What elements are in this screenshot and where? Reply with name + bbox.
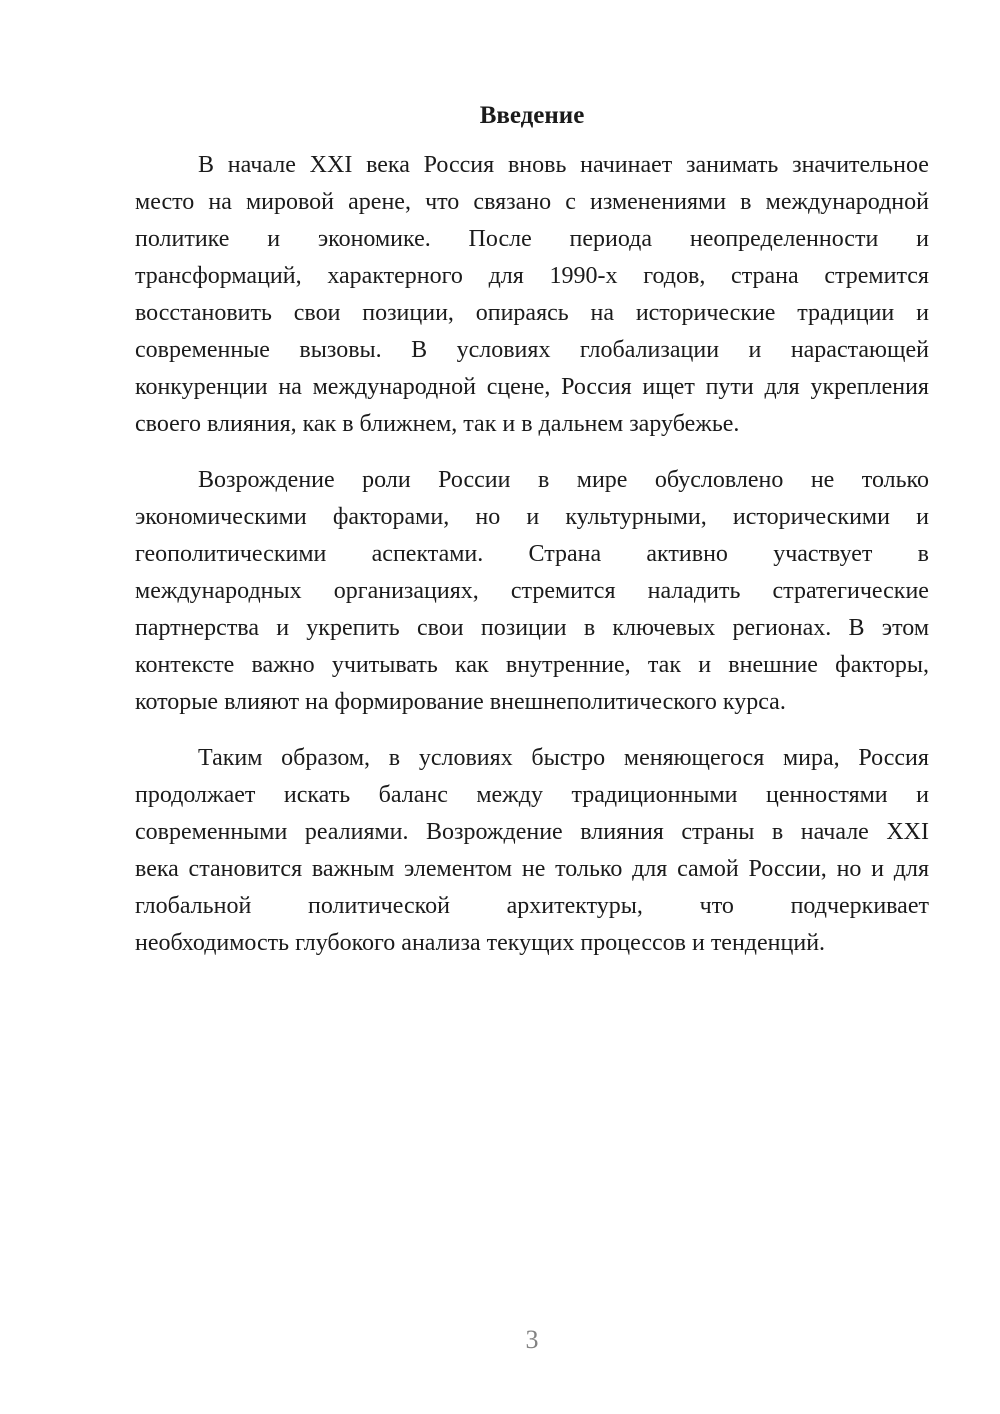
word: только — [555, 856, 623, 882]
word: факторами, — [332, 504, 450, 530]
word: международной — [312, 374, 476, 400]
text-line — [135, 499, 929, 536]
word: стремится — [824, 263, 929, 289]
word: место — [135, 189, 195, 215]
word: России — [438, 467, 511, 493]
word: но — [836, 856, 862, 882]
word: в — [537, 467, 550, 493]
word: свои — [416, 615, 464, 641]
word: В — [198, 152, 215, 178]
word: занимать — [686, 152, 779, 178]
word: на — [278, 374, 302, 400]
paragraph — [135, 740, 929, 962]
paragraph — [135, 462, 929, 721]
text-line — [135, 221, 929, 258]
text-line — [135, 740, 929, 777]
word: конкуренции — [135, 374, 268, 400]
word: и — [916, 782, 929, 808]
word: мира, — [782, 745, 840, 771]
word: Возрождение — [426, 819, 563, 845]
text-column — [135, 97, 929, 981]
word: мировой — [245, 189, 335, 215]
word: для — [632, 856, 668, 882]
word: современными — [135, 819, 288, 845]
word: пути — [705, 374, 754, 400]
word: В — [411, 337, 428, 363]
word: международной — [765, 189, 929, 215]
word: что — [425, 189, 460, 215]
word: XXI — [886, 819, 929, 845]
text-line — [135, 462, 929, 499]
word: Россия — [858, 745, 929, 771]
text-line — [135, 777, 929, 814]
word: искать — [283, 782, 351, 808]
word: подчеркивает — [790, 893, 929, 919]
word: неопределенности — [689, 226, 879, 252]
word: связано — [473, 189, 552, 215]
word: внутренние, — [505, 652, 631, 678]
word: в — [917, 541, 929, 567]
word: свои — [293, 300, 341, 326]
word: внешние — [728, 652, 818, 678]
word: страны — [681, 819, 755, 845]
word: наладить — [647, 578, 741, 604]
word: традиции — [797, 300, 895, 326]
word: быстро — [531, 745, 606, 771]
word: для — [488, 263, 524, 289]
word: условиях — [456, 337, 551, 363]
text-line — [135, 147, 929, 184]
word: Таким — [198, 745, 263, 771]
word: факторы, — [835, 652, 929, 678]
word: историческими — [732, 504, 890, 530]
word: элементом — [404, 856, 513, 882]
word: так — [647, 652, 681, 678]
word: Страна — [528, 541, 602, 567]
word: ключевых — [612, 615, 716, 641]
text-line — [135, 258, 929, 295]
word: значительное — [792, 152, 929, 178]
word: организациях, — [333, 578, 479, 604]
text-line: своего влияния, как в ближнем, так и в дальнем зарубежье. — [135, 411, 740, 437]
word: стратегические — [772, 578, 929, 604]
word: укрепить — [306, 615, 400, 641]
word: участвует — [773, 541, 873, 567]
word: характерного — [327, 263, 463, 289]
word: XXI — [309, 152, 353, 178]
word: международных — [135, 578, 302, 604]
word: арене, — [348, 189, 411, 215]
word: изменениями — [589, 189, 727, 215]
word: продолжает — [135, 782, 256, 808]
word: начале — [227, 152, 296, 178]
word: в — [388, 745, 401, 771]
word: и — [871, 856, 884, 882]
word: меняющегося — [623, 745, 765, 771]
word: важно — [251, 652, 315, 678]
document-body — [135, 147, 929, 962]
word: вновь — [507, 152, 567, 178]
word: но — [475, 504, 501, 530]
word: ценностями — [765, 782, 888, 808]
word: века — [135, 856, 179, 882]
word: укрепления — [810, 374, 929, 400]
word: и — [916, 504, 929, 530]
word: опираясь — [475, 300, 569, 326]
word: 1990-х — [549, 263, 618, 289]
text-line — [135, 332, 929, 369]
word: и — [526, 504, 540, 530]
word: периода — [569, 226, 653, 252]
word: века — [366, 152, 410, 178]
word: и — [698, 652, 712, 678]
word: для — [893, 856, 929, 882]
text-line: которые влияют на формирование внешнеполитического курса. — [135, 689, 786, 715]
word: и — [916, 226, 929, 252]
word: мире — [576, 467, 628, 493]
word: этом — [881, 615, 929, 641]
word: сцене, — [486, 374, 551, 400]
word: и — [748, 337, 762, 363]
word: вызовы. — [299, 337, 382, 363]
word: важным — [311, 856, 395, 882]
word: и — [276, 615, 290, 641]
word: политике — [135, 226, 230, 252]
word: в — [771, 819, 784, 845]
word: После — [468, 226, 532, 252]
word: роли — [362, 467, 411, 493]
word: реалиями. — [304, 819, 409, 845]
word: нарастающей — [790, 337, 929, 363]
word: контексте — [135, 652, 235, 678]
word: экономическими — [135, 504, 307, 530]
word: экономике. — [317, 226, 431, 252]
word: баланс — [378, 782, 448, 808]
word: самой — [677, 856, 739, 882]
page-number: 3 — [525, 1325, 539, 1354]
text-line — [135, 851, 929, 888]
word: восстановить — [135, 300, 272, 326]
word: архитектуры, — [506, 893, 643, 919]
word: трансформаций, — [135, 263, 302, 289]
word: на — [208, 189, 232, 215]
word: исторические — [635, 300, 776, 326]
text-line — [135, 610, 929, 647]
word: и — [916, 300, 929, 326]
word: с — [565, 189, 576, 215]
word: Россия — [561, 374, 632, 400]
text-line — [135, 814, 929, 851]
word: современные — [135, 337, 270, 363]
word: России, — [748, 856, 827, 882]
word: глобальной — [135, 893, 252, 919]
word: позиции, — [362, 300, 454, 326]
word: обусловлено — [654, 467, 784, 493]
word: как — [455, 652, 489, 678]
word: партнерства — [135, 615, 259, 641]
text-line: необходимость глубокого анализа текущих процессов и тенденций. — [135, 930, 826, 956]
word: ищет — [642, 374, 695, 400]
word: в — [583, 615, 596, 641]
word: условиях — [418, 745, 513, 771]
word: страна — [731, 263, 799, 289]
word: годов, — [643, 263, 706, 289]
text-line — [135, 573, 929, 610]
word: активно — [646, 541, 728, 567]
word: для — [764, 374, 800, 400]
word: аспектами. — [371, 541, 484, 567]
text-line — [135, 888, 929, 925]
word: политической — [308, 893, 450, 919]
text-line — [135, 184, 929, 221]
word: только — [861, 467, 929, 493]
word: что — [699, 893, 734, 919]
word: не — [810, 467, 835, 493]
text-line — [135, 536, 929, 573]
word: стремится — [510, 578, 616, 604]
word: и — [267, 226, 281, 252]
word: между — [476, 782, 543, 808]
word: традиционными — [571, 782, 738, 808]
text-line — [135, 647, 929, 684]
text-line — [135, 295, 929, 332]
word: на — [590, 300, 615, 326]
word: В — [848, 615, 865, 641]
paragraph — [135, 147, 929, 443]
word: не — [521, 856, 546, 882]
word: в — [740, 189, 752, 215]
document-title: Введение — [479, 102, 585, 129]
word: образом, — [281, 745, 371, 771]
word: Возрождение — [198, 467, 335, 493]
word: влияния — [580, 819, 664, 845]
word: культурными, — [565, 504, 707, 530]
word: начинает — [580, 152, 673, 178]
word: позиции — [480, 615, 567, 641]
word: начале — [800, 819, 869, 845]
word: регионах. — [732, 615, 832, 641]
word: геополитическими — [135, 541, 327, 567]
text-line — [135, 369, 929, 406]
word: глобализации — [579, 337, 720, 363]
word: становится — [188, 856, 303, 882]
word: Россия — [423, 152, 495, 178]
word: учитывать — [331, 652, 438, 678]
